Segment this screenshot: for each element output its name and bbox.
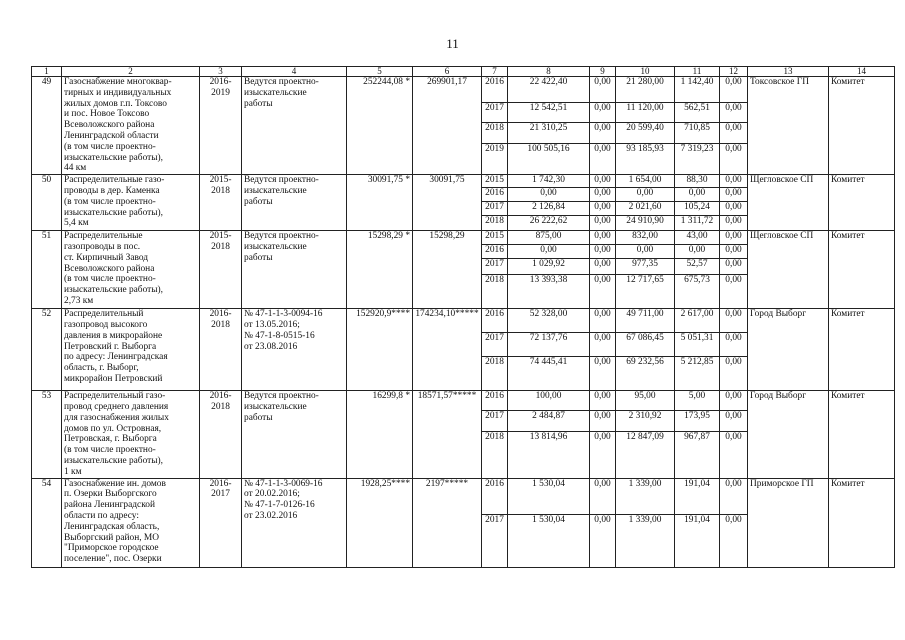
regional-budget-cell: 0,00 [616,245,675,259]
federal-budget-cell: 0,00 [590,202,616,216]
other-sources-cell: 0,00 [720,478,748,514]
table-row [32,391,895,411]
year-cell: 2017 [482,514,508,567]
column-number: 3 [200,67,242,77]
other-sources-cell: 0,00 [720,216,748,231]
project-documentation: Ведутся проектно- изыскательские работы [242,391,347,478]
implementation-period: 2016- 2017 [200,478,242,567]
object-number: 53 [32,391,62,478]
investment-table [31,66,895,568]
municipality: Щегловское СП [748,231,829,309]
federal-budget-cell: 0,00 [590,275,616,309]
total-cost: 2197***** [413,478,482,567]
other-sources-cell: 0,00 [720,231,748,245]
local-budget-cell: 105,24 [675,202,720,216]
regional-budget-cell: 2 021,60 [616,202,675,216]
local-budget-cell: 0,00 [675,188,720,202]
estimated-cost: 152920,9**** [347,309,413,391]
federal-budget-cell: 0,00 [590,175,616,188]
table-row [32,231,895,245]
year-cell: 2016 [482,77,508,103]
total-funding-cell: 0,00 [508,188,590,202]
estimated-cost: 1928,25**** [347,478,413,567]
responsible-executor: Комитет [829,391,895,478]
object-number: 50 [32,175,62,231]
local-budget-cell: 191,04 [675,478,720,514]
implementation-period: 2015- 2018 [200,231,242,309]
total-funding-cell: 0,00 [508,245,590,259]
total-funding-cell: 2 126,84 [508,202,590,216]
year-cell: 2016 [482,188,508,202]
total-funding-cell: 12 542,51 [508,102,590,123]
other-sources-cell: 0,00 [720,391,748,411]
object-name: Газоснабжение ин. домов п. Озерки Выборгского района Ленинградской области по адресу: Ленинградская область, Выборгский район, МО "Приморское городское поселение", пос. Озерки [62,478,200,567]
federal-budget-cell: 0,00 [590,478,616,514]
regional-budget-cell: 49 711,00 [616,309,675,333]
year-cell: 2017 [482,259,508,275]
federal-budget-cell: 0,00 [590,309,616,333]
object-number: 51 [32,231,62,309]
regional-budget-cell: 977,35 [616,259,675,275]
municipality: Щегловское СП [748,175,829,231]
object-number: 52 [32,309,62,391]
regional-budget-cell: 95,00 [616,391,675,411]
local-budget-cell: 562,51 [675,102,720,123]
federal-budget-cell: 0,00 [590,333,616,357]
other-sources-cell: 0,00 [720,123,748,144]
regional-budget-cell: 93 185,93 [616,144,675,175]
regional-budget-cell: 67 086,45 [616,333,675,357]
regional-budget-cell: 11 120,00 [616,102,675,123]
federal-budget-cell: 0,00 [590,231,616,245]
federal-budget-cell: 0,00 [590,216,616,231]
other-sources-cell: 0,00 [720,259,748,275]
year-cell: 2016 [482,391,508,411]
column-number: 9 [590,67,616,77]
regional-budget-cell: 832,00 [616,231,675,245]
column-number: 11 [675,67,720,77]
total-funding-cell: 1 742,30 [508,175,590,188]
other-sources-cell: 0,00 [720,411,748,431]
responsible-executor: Комитет [829,77,895,175]
object-number: 49 [32,77,62,175]
federal-budget-cell: 0,00 [590,144,616,175]
other-sources-cell: 0,00 [720,514,748,567]
column-number: 12 [720,67,748,77]
total-funding-cell: 72 137,76 [508,333,590,357]
year-cell: 2018 [482,431,508,478]
responsible-executor: Комитет [829,309,895,391]
total-cost: 269901,17 [413,77,482,175]
federal-budget-cell: 0,00 [590,245,616,259]
local-budget-cell: 43,00 [675,231,720,245]
local-budget-cell: 5 212,85 [675,357,720,391]
project-documentation: Ведутся проектно- изыскательские работы [242,231,347,309]
local-budget-cell: 1 142,40 [675,77,720,103]
local-budget-cell: 173,95 [675,411,720,431]
regional-budget-cell: 12 717,65 [616,275,675,309]
regional-budget-cell: 21 280,00 [616,77,675,103]
total-cost: 15298,29 [413,231,482,309]
implementation-period: 2016- 2019 [200,77,242,175]
other-sources-cell: 0,00 [720,245,748,259]
responsible-executor: Комитет [829,175,895,231]
column-number: 14 [829,67,895,77]
object-name: Газоснабжение многоквар- тирных и индивидуальных жилых домов г.п. Токсово и пос. Новое Токсово Всеволожского района Ленинградской области (в том числе проектно- изыскательские работы), 44 км [62,77,200,175]
federal-budget-cell: 0,00 [590,514,616,567]
year-cell: 2016 [482,245,508,259]
total-funding-cell: 26 222,62 [508,216,590,231]
year-cell: 2016 [482,478,508,514]
regional-budget-cell: 20 599,40 [616,123,675,144]
local-budget-cell: 52,57 [675,259,720,275]
regional-budget-cell: 2 310,92 [616,411,675,431]
column-number: 2 [62,67,200,77]
local-budget-cell: 1 311,72 [675,216,720,231]
responsible-executor: Комитет [829,231,895,309]
implementation-period: 2015- 2018 [200,175,242,231]
local-budget-cell: 7 319,23 [675,144,720,175]
implementation-period: 2016- 2018 [200,309,242,391]
column-number: 1 [32,67,62,77]
table-row [32,478,895,514]
regional-budget-cell: 1 339,00 [616,514,675,567]
object-name: Распределительный газопровод высокого давления в микрорайоне Петровский г. Выборга по адресу: Ленинградская область, г. Выборг, микрорайон Петровский [62,309,200,391]
year-cell: 2017 [482,333,508,357]
local-budget-cell: 0,00 [675,245,720,259]
other-sources-cell: 0,00 [720,431,748,478]
total-funding-cell: 13 814,96 [508,431,590,478]
other-sources-cell: 0,00 [720,102,748,123]
estimated-cost: 252244,08 * [347,77,413,175]
column-number-row [32,67,895,77]
federal-budget-cell: 0,00 [590,357,616,391]
column-number: 13 [748,67,829,77]
year-cell: 2017 [482,411,508,431]
implementation-period: 2016- 2018 [200,391,242,478]
federal-budget-cell: 0,00 [590,102,616,123]
year-cell: 2019 [482,144,508,175]
project-documentation: № 47-1-1-3-0069-16 от 20.02.2016; № 47-1-7-0126-16 от 23.02.2016 [242,478,347,567]
total-cost: 174234,10***** [413,309,482,391]
local-budget-cell: 967,87 [675,431,720,478]
page-number: 11 [446,36,459,51]
regional-budget-cell: 1 339,00 [616,478,675,514]
total-funding-cell: 52 328,00 [508,309,590,333]
column-number: 6 [413,67,482,77]
other-sources-cell: 0,00 [720,357,748,391]
local-budget-cell: 710,85 [675,123,720,144]
project-documentation: № 47-1-1-3-0094-16 от 13.05.2016; № 47-1-8-0515-16 от 23.08.2016 [242,309,347,391]
year-cell: 2015 [482,231,508,245]
object-name: Распределительные газопроводы в пос. ст. Кирпичный Завод Всеволожского района (в том числе проектно- изыскательские работы), 2,73 км [62,231,200,309]
year-cell: 2017 [482,202,508,216]
column-number: 5 [347,67,413,77]
project-documentation: Ведутся проектно- изыскательские работы [242,175,347,231]
column-number: 10 [616,67,675,77]
project-documentation: Ведутся проектно- изыскательские работы [242,77,347,175]
federal-budget-cell: 0,00 [590,259,616,275]
estimated-cost: 16299,8 * [347,391,413,478]
total-funding-cell: 1 029,92 [508,259,590,275]
local-budget-cell: 5,00 [675,391,720,411]
column-number: 4 [242,67,347,77]
total-cost: 18571,57***** [413,391,482,478]
year-cell: 2016 [482,309,508,333]
table-row [32,309,895,333]
total-funding-cell: 100,00 [508,391,590,411]
regional-budget-cell: 12 847,09 [616,431,675,478]
year-cell: 2017 [482,102,508,123]
total-funding-cell: 22 422,40 [508,77,590,103]
regional-budget-cell: 0,00 [616,188,675,202]
table-row [32,77,895,103]
year-cell: 2018 [482,357,508,391]
total-funding-cell: 21 310,25 [508,123,590,144]
year-cell: 2015 [482,175,508,188]
local-budget-cell: 2 617,00 [675,309,720,333]
year-cell: 2018 [482,216,508,231]
total-funding-cell: 1 530,04 [508,478,590,514]
total-funding-cell: 875,00 [508,231,590,245]
year-cell: 2018 [482,275,508,309]
municipality: Токсовское ГП [748,77,829,175]
federal-budget-cell: 0,00 [590,411,616,431]
estimated-cost: 30091,75 * [347,175,413,231]
federal-budget-cell: 0,00 [590,77,616,103]
regional-budget-cell: 1 654,00 [616,175,675,188]
table-row [32,175,895,188]
municipality: Город Выборг [748,391,829,478]
local-budget-cell: 675,73 [675,275,720,309]
column-number: 7 [482,67,508,77]
object-number: 54 [32,478,62,567]
year-cell: 2018 [482,123,508,144]
other-sources-cell: 0,00 [720,202,748,216]
federal-budget-cell: 0,00 [590,123,616,144]
total-funding-cell: 100 505,16 [508,144,590,175]
total-funding-cell: 13 393,38 [508,275,590,309]
other-sources-cell: 0,00 [720,77,748,103]
local-budget-cell: 88,30 [675,175,720,188]
object-name: Распределительный газо- провод среднего давления для газоснабжения жилых домов по ул. Островная, Петровская, г. Выборга (в том числе проектно- изыскательские работы), 1 км [62,391,200,478]
responsible-executor: Комитет [829,478,895,567]
municipality: Город Выборг [748,309,829,391]
other-sources-cell: 0,00 [720,275,748,309]
other-sources-cell: 0,00 [720,144,748,175]
regional-budget-cell: 24 910,90 [616,216,675,231]
other-sources-cell: 0,00 [720,333,748,357]
local-budget-cell: 191,04 [675,514,720,567]
local-budget-cell: 5 051,31 [675,333,720,357]
estimated-cost: 15298,29 * [347,231,413,309]
object-name: Распределительные газо- проводы в дер. Каменка (в том числе проектно- изыскательские работы), 5,4 км [62,175,200,231]
total-funding-cell: 74 445,41 [508,357,590,391]
other-sources-cell: 0,00 [720,309,748,333]
federal-budget-cell: 0,00 [590,391,616,411]
column-number: 8 [508,67,590,77]
regional-budget-cell: 69 232,56 [616,357,675,391]
federal-budget-cell: 0,00 [590,431,616,478]
total-cost: 30091,75 [413,175,482,231]
federal-budget-cell: 0,00 [590,188,616,202]
total-funding-cell: 1 530,04 [508,514,590,567]
other-sources-cell: 0,00 [720,175,748,188]
municipality: Приморское ГП [748,478,829,567]
total-funding-cell: 2 484,87 [508,411,590,431]
other-sources-cell: 0,00 [720,188,748,202]
